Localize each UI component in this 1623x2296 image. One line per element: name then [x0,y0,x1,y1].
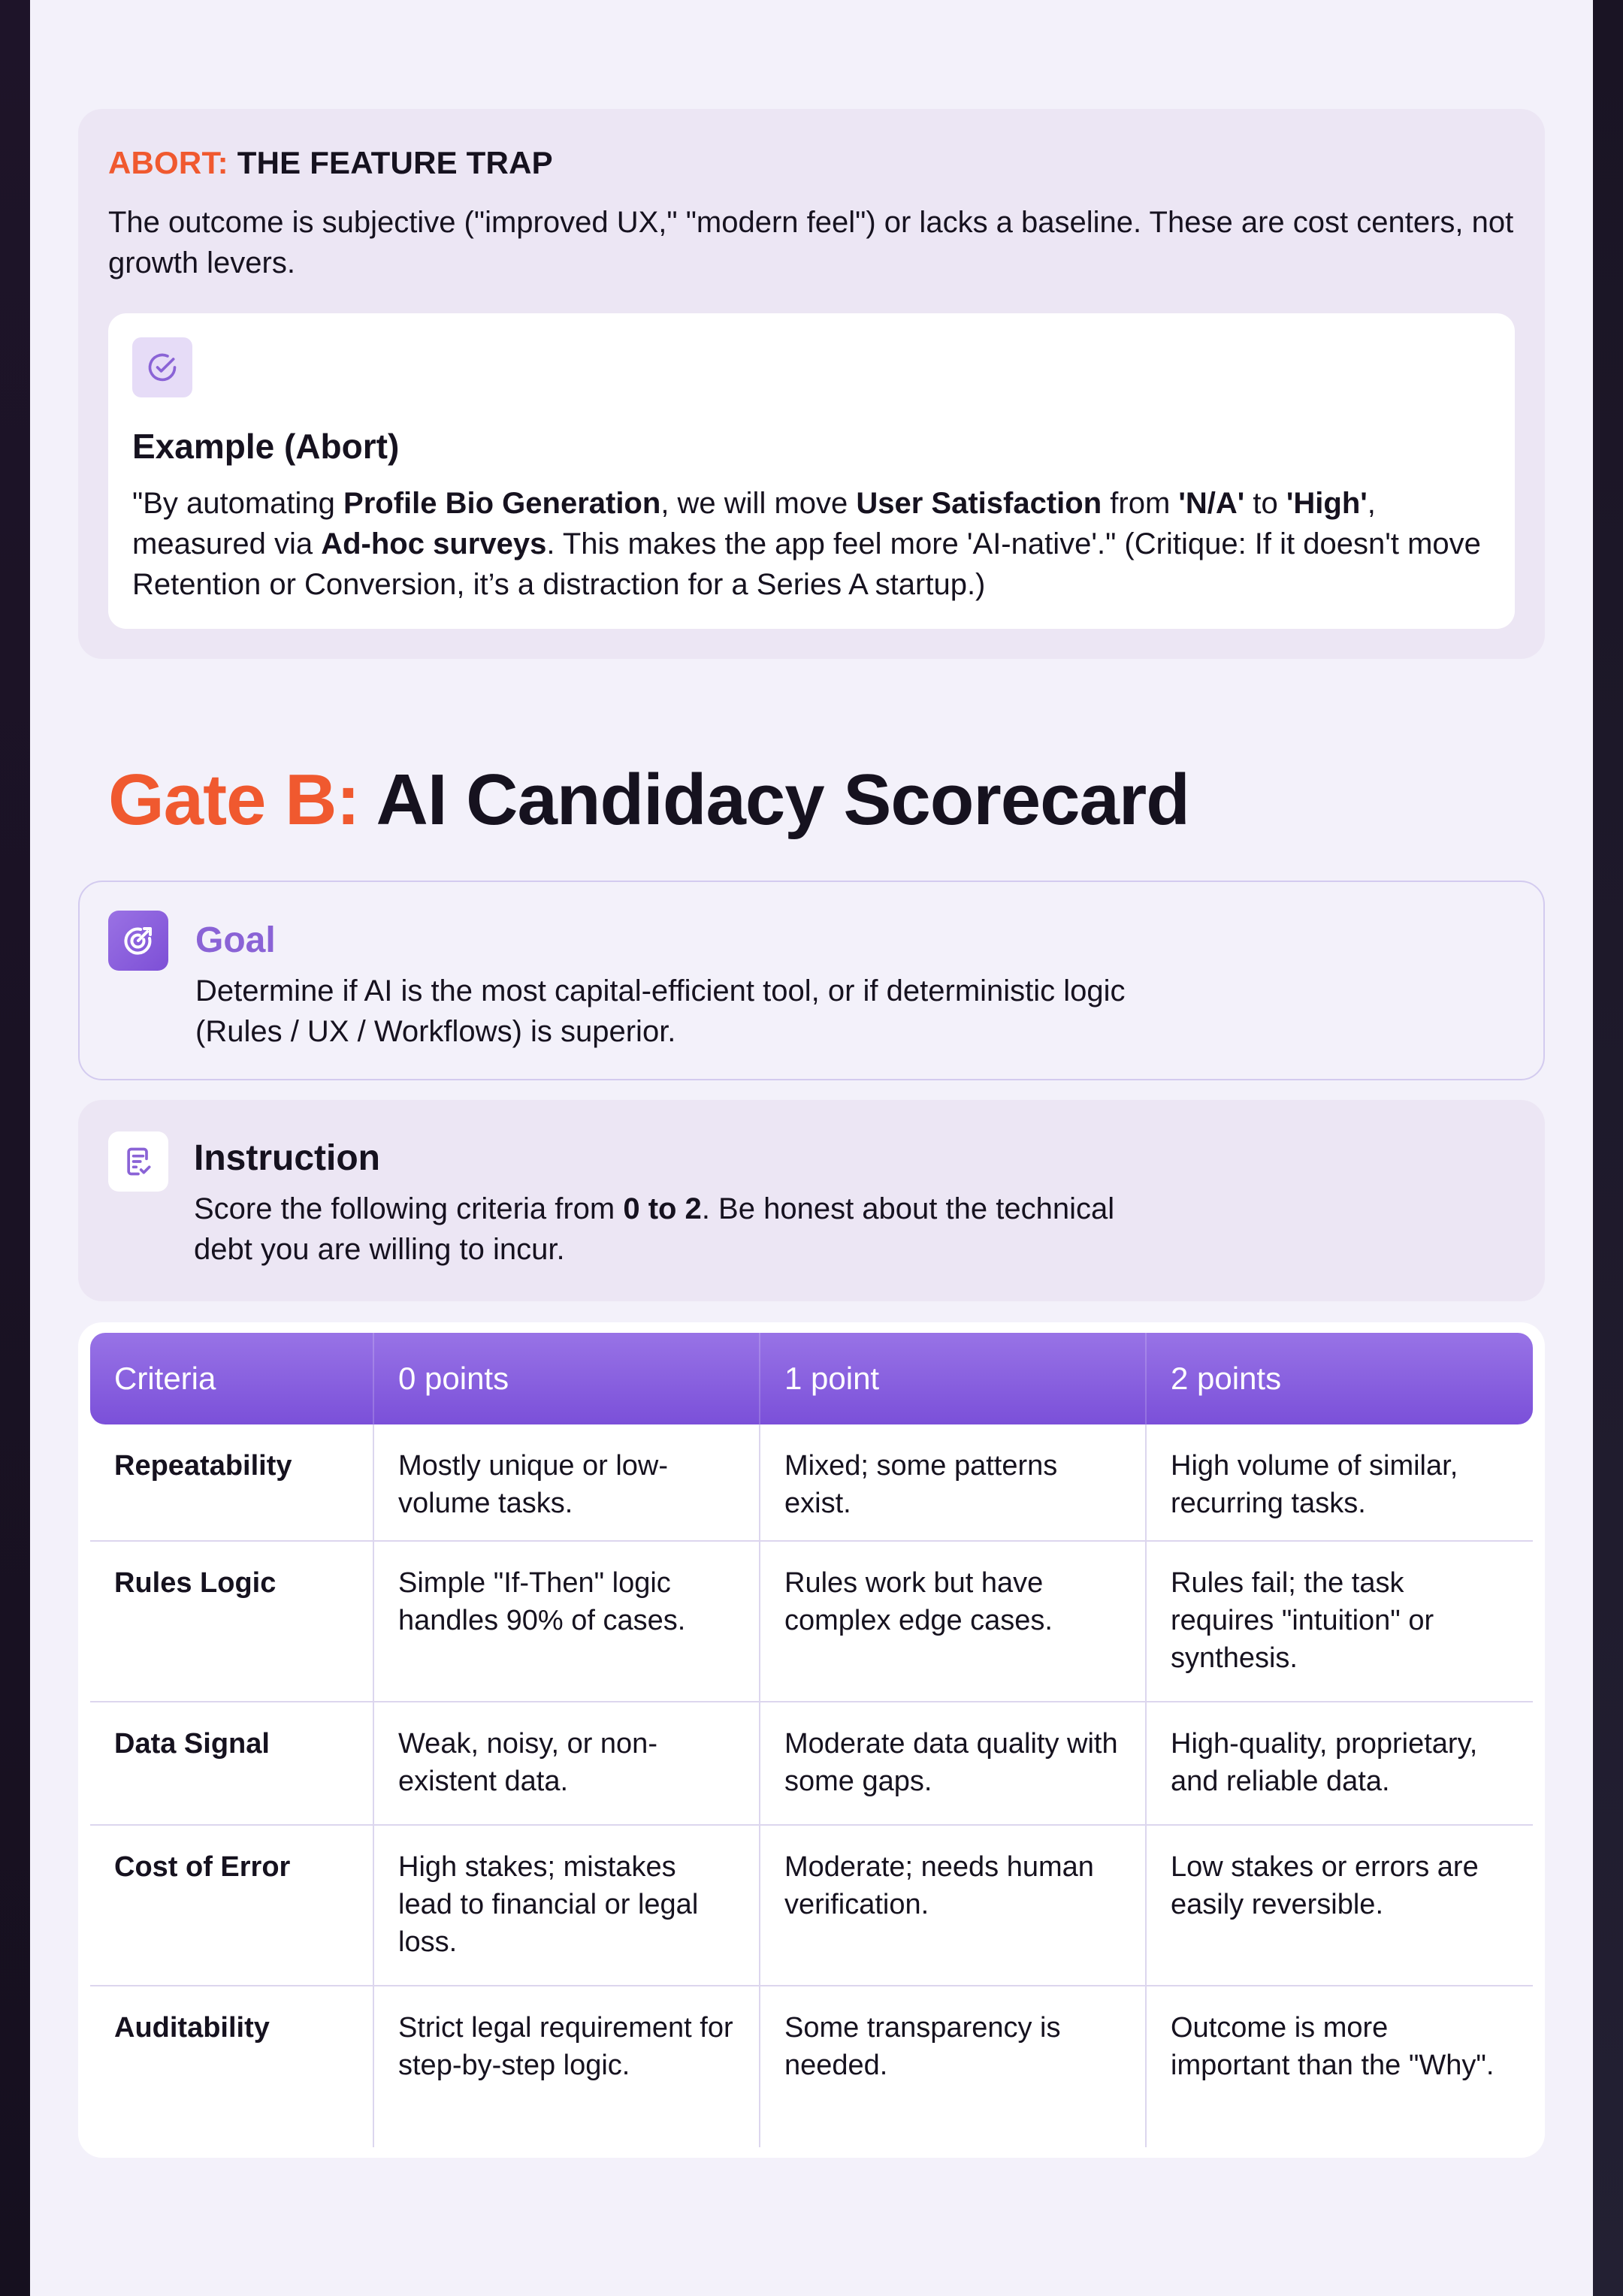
scorecard-table [90,1333,1533,2147]
target-icon [108,911,168,971]
score-2-cell: High-quality, proprietary, and reliable data. [1145,1702,1533,1826]
goal-text-line: Determine if AI is the most capital-efficient tool, or if deterministic logic [195,974,1126,1008]
score-1-cell: Moderate data quality with some gaps. [759,1702,1145,1826]
scorecard-table-card [78,1322,1545,2158]
criteria-cell: Auditability [114,2012,270,2044]
score-0-cell: Strict legal requirement for step-by-step logic. [373,1986,759,2147]
right-edge-rail [1593,0,1623,2296]
abort-card [78,109,1545,659]
gate-heading-rest: AI Candidacy Scorecard [359,760,1189,840]
criteria-cell: Repeatability [90,1424,373,1542]
document-page [30,0,1593,2296]
score-0-cell: Simple "If-Then" logic handles 90% of cases. [373,1542,759,1702]
instruction-text-line: debt you are willing to incur. [194,1233,565,1266]
checklist-icon [108,1131,168,1192]
score-2-cell: Low stakes or errors are easily reversible. [1145,1826,1533,1986]
table-row [90,1702,1533,1826]
table-row [90,1542,1533,1702]
score-0-cell: High stakes; mistakes lead to financial or legal loss. [373,1826,759,1986]
score-1-cell: Moderate; needs human verification. [759,1826,1145,1986]
example-text-bold: Profile Bio Generation [343,487,661,520]
abort-title-rest: THE FEATURE TRAP [237,145,553,180]
example-text-part: , we will move [660,487,857,520]
example-text-part: "By automating [132,487,344,520]
gate-heading [108,759,1189,841]
example-text-part: from [1102,487,1179,520]
header-0-points: 0 points [373,1333,759,1424]
example-text-part: , measured via [132,487,1376,560]
instruction-title: Instruction [194,1138,380,1178]
header-1-point: 1 point [759,1333,1145,1424]
example-text [132,483,1485,605]
example-text-part: . This makes the app feel more 'AI-native'." (Critique: If it doesn't move Retention or Conversion, it’s a distraction for a Series A startup.) [132,527,1481,601]
example-box [108,313,1515,629]
table-row [90,1424,1533,1542]
instruction-text-line [194,1189,1231,1229]
goal-card [78,881,1545,1080]
table-row [90,1826,1533,1986]
criteria-cell: Rules Logic [90,1542,373,1702]
instruction-card [78,1100,1545,1301]
instruction-text-bold: 0 to 2 [623,1192,702,1225]
instruction-text [194,1189,1231,1270]
score-0-cell: Weak, noisy, or non-existent data. [373,1702,759,1826]
score-2-cell: Outcome is more important than the "Why". [1145,1986,1533,2147]
score-1-cell: Mixed; some patterns exist. [759,1424,1145,1542]
example-text-bold: User Satisfaction [856,487,1102,520]
criteria-cell: Data Signal [90,1702,373,1826]
goal-text [195,971,1232,1052]
example-text-bold: 'N/A' [1178,487,1245,520]
instruction-text-part: . Be honest about the technical [701,1192,1115,1225]
header-criteria: Criteria [90,1333,373,1424]
score-1-cell: Rules work but have complex edge cases. [759,1542,1145,1702]
table-row [90,1986,1533,2147]
table-header-row [90,1333,1533,1424]
example-text-bold: Ad-hoc surveys [321,527,547,560]
score-2-cell: High volume of similar, recurring tasks. [1145,1424,1533,1542]
abort-title [108,145,553,181]
abort-title-lead: ABORT: [108,145,228,180]
example-text-bold: 'High' [1286,487,1368,520]
example-text-part: to [1244,487,1286,520]
criteria-cell: Cost of Error [90,1826,373,1986]
score-0-cell: Mostly unique or low-volume tasks. [373,1424,759,1542]
score-2-cell: Rules fail; the task requires "intuition" or synthesis. [1145,1542,1533,1702]
goal-title: Goal [195,920,276,960]
header-2-points: 2 points [1145,1333,1533,1424]
instruction-text-part: Score the following criteria from [194,1192,624,1225]
example-title: Example (Abort) [132,427,400,466]
abort-description: The outcome is subjective ("improved UX," "modern feel") or lacks a baseline. These are cost centers, not growth levers. [108,206,1514,279]
goal-text-line: (Rules / UX / Workflows) is superior. [195,1015,676,1048]
check-circle-icon [132,337,192,397]
score-1-cell: Some transparency is needed. [759,1986,1145,2147]
gate-heading-lead: Gate B: [108,760,360,840]
